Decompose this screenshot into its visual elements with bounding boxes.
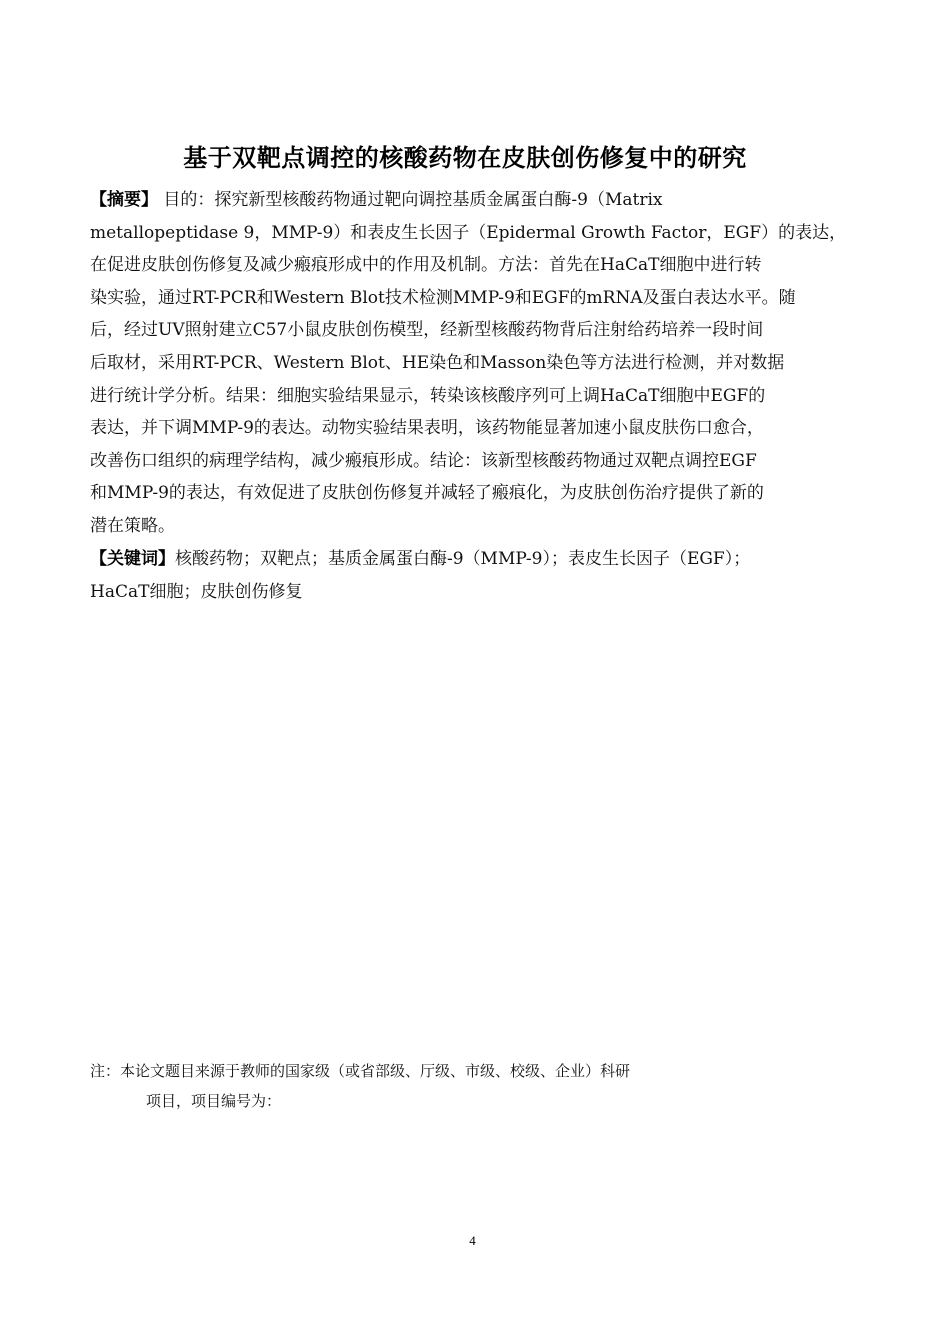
page-number: 4 — [469, 1233, 476, 1248]
abstract-line: 在促进皮肤创伤修复及减少瘢痕形成中的作用及机制。方法：首先在HaCaT细胞中进行转 — [90, 255, 762, 276]
abstract-line — [90, 184, 860, 217]
abstract-label: 【摘要】 — [90, 190, 158, 210]
keywords-line — [90, 543, 860, 576]
abstract-line: 潜在策略。 — [90, 515, 175, 536]
keywords-label: 【关键词】 — [90, 549, 175, 569]
abstract-line: 后，经过UV照射建立C57小鼠皮肤创伤模型，经新型核酸药物背后注射给药培养一段时间 — [90, 320, 764, 341]
abstract-line: 表达，并下调MMP-9的表达。动物实验结果表明，该药物能显著加速小鼠皮肤伤口愈合， — [90, 418, 764, 439]
keywords-section — [90, 543, 860, 608]
abstract-section — [90, 184, 860, 543]
paper-title: 基于双靶点调控的核酸药物在皮肤创伤修复中的研究 — [183, 144, 747, 172]
keywords-line: HaCaT细胞；皮肤创伤修复 — [90, 581, 303, 602]
keywords-text: 核酸药物；双靶点；基质金属蛋白酶-9（MMP-9）；表皮生长因子（EGF）； — [175, 549, 751, 569]
footnote — [90, 1056, 790, 1116]
abstract-line: 后取材，采用RT-PCR、Western Blot、HE染色和Masson染色等方法进行检测，并对数据 — [90, 352, 785, 373]
abstract-line: metallopeptidase 9，MMP-9）和表皮生长因子（Epidermal Growth Factor，EGF）的表达， — [90, 222, 847, 243]
footnote-line: 注：本论文题目来源于教师的国家级（或省部级、厅级、市级、校级、企业）科研 — [90, 1062, 631, 1080]
abstract-line: 染实验，通过RT-PCR和Western Blot技术检测MMP-9和EGF的mRNA及蛋白表达水平。随 — [90, 287, 796, 308]
abstract-line: 改善伤口组织的病理学结构，减少瘢痕形成。结论：该新型核酸药物通过双靶点调控EGF — [90, 450, 757, 471]
abstract-text: 目的：探究新型核酸药物通过靶向调控基质金属蛋白酶-9（Matrix — [158, 190, 663, 210]
abstract-line: 进行统计学分析。结果：细胞实验结果显示，转染该核酸序列可上调HaCaT细胞中EGF的 — [90, 385, 766, 406]
abstract-line: 和MMP-9的表达，有效促进了皮肤创伤修复并减轻了瘢痕化，为皮肤创伤治疗提供了新的 — [90, 483, 764, 504]
footnote-line: 项目，项目编号为： — [146, 1092, 282, 1110]
